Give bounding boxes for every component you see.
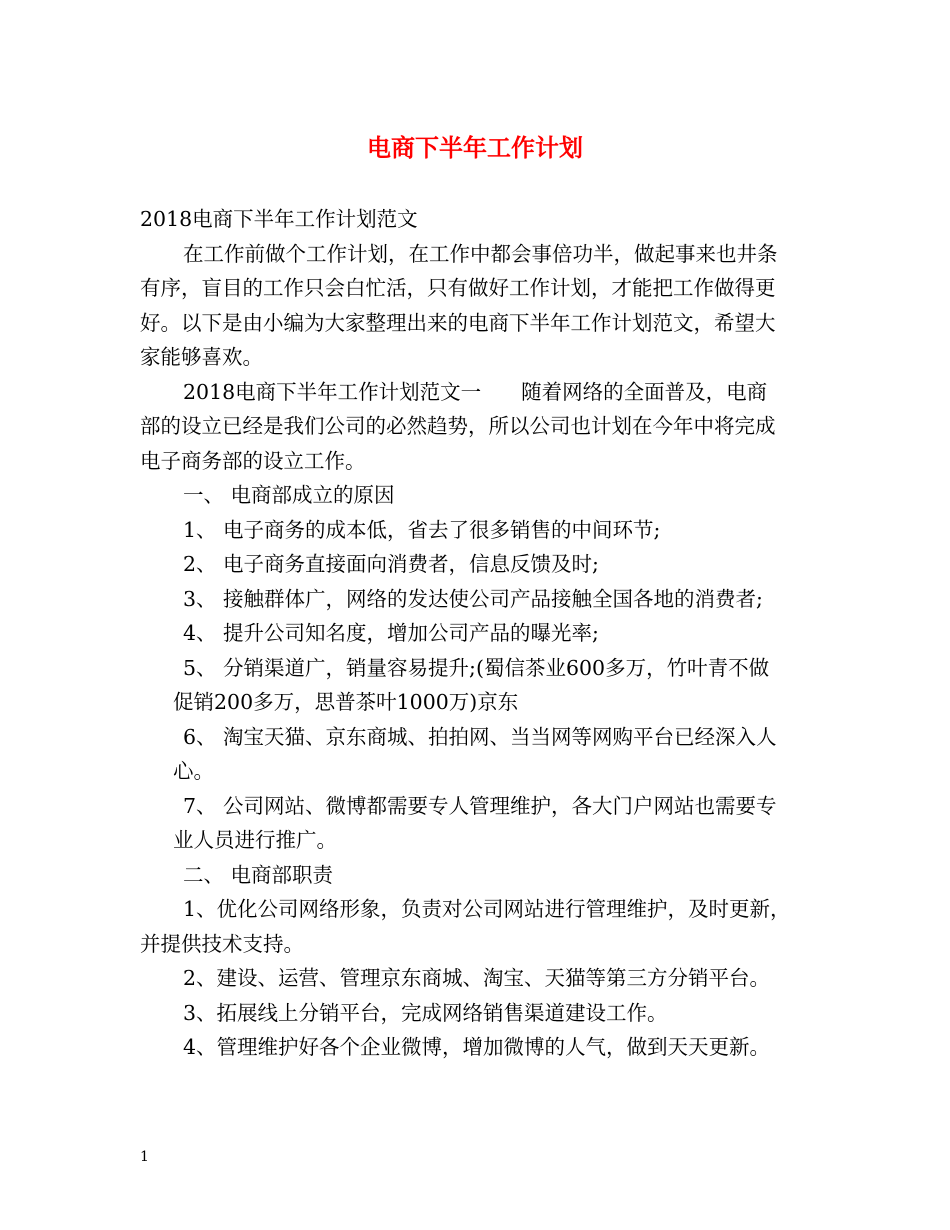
list-item: 1、优化公司网络形象，负责对公司网站进行管理维护，及时更新， bbox=[183, 897, 791, 921]
list-item: 6、 淘宝天猫、京东商城、拍拍网、当当网等网购平台已经深入人 bbox=[183, 724, 777, 749]
page-number: 1 bbox=[140, 1149, 149, 1165]
paragraph-line: 有序，盲目的工作只会白忙活，只有做好工作计划，才能把工作做得更 bbox=[140, 276, 776, 300]
list-item-continuation: 心。 bbox=[173, 759, 214, 783]
paragraph-line bbox=[140, 375, 830, 410]
list-item: 1、 电子商务的成本低，省去了很多销售的中间环节; bbox=[183, 517, 661, 542]
list-item: 4、管理维护好各个企业微博，增加微博的人气，做到天天更新。 bbox=[183, 1035, 771, 1059]
paragraph-line: 家能够喜欢。 bbox=[140, 345, 263, 369]
list-item: 2、建设、运营、管理京东商城、淘宝、天猫等第三方分销平台。 bbox=[183, 966, 771, 990]
list-item-continuation: 并提供技术支持。 bbox=[140, 931, 304, 956]
paragraph-line: 部的设立已经是我们公司的必然趋势，所以公司也计划在今年中将完成 bbox=[140, 414, 776, 438]
list-item: 2、 电子商务直接面向消费者，信息反馈及时; bbox=[183, 552, 599, 576]
list-item-continuation: 促销200多万，思普茶叶1000万)京东 bbox=[173, 690, 519, 714]
section-heading: 二、 电商部职责 bbox=[183, 862, 334, 887]
list-item-continuation: 业人员进行推广。 bbox=[173, 828, 337, 852]
paragraph-text: 随着网络的全面普及，电商 bbox=[521, 379, 768, 404]
subtitle-line: 2018电商下半年工作计划范文 bbox=[140, 207, 418, 231]
paragraph-line: 电子商务部的设立工作。 bbox=[140, 448, 366, 473]
document-body bbox=[140, 202, 830, 1065]
list-item: 5、 分销渠道广，销量容易提升;(蜀信茶业600多万，竹叶青不做 bbox=[183, 655, 770, 680]
section-heading-text: 2018电商下半年工作计划范文一 bbox=[183, 379, 482, 404]
paragraph-line: 在工作前做个工作计划，在工作中都会事倍功半，做起事来也井条 bbox=[183, 241, 778, 266]
paragraph-line: 好。以下是由小编为大家整理出来的电商下半年工作计划范文，希望大 bbox=[140, 310, 776, 335]
document-title: 电商下半年工作计划 bbox=[367, 134, 583, 162]
list-item: 3、拓展线上分销平台，完成网络销售渠道建设工作。 bbox=[183, 1000, 668, 1025]
list-item: 4、 提升公司知名度，增加公司产品的曝光率; bbox=[183, 621, 599, 645]
section-heading: 一、 电商部成立的原因 bbox=[183, 483, 395, 507]
list-item: 7、 公司网站、微博都需要专人管理维护，各大门户网站也需要专 bbox=[183, 793, 777, 818]
list-item: 3、 接触群体广，网络的发达使公司产品接触全国各地的消费者; bbox=[183, 586, 763, 611]
